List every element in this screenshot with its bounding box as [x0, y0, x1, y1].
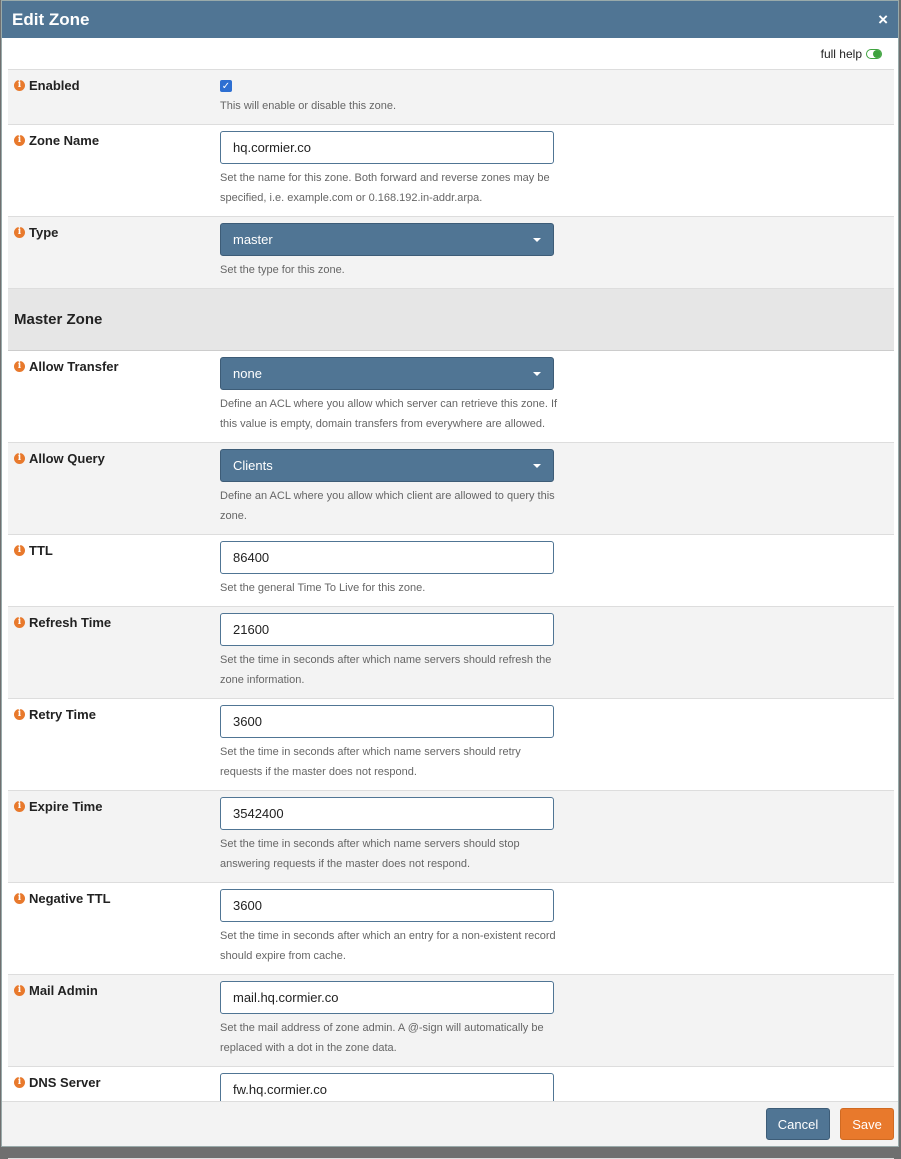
- row-ttl: [8, 535, 894, 607]
- info-icon[interactable]: i: [14, 1077, 25, 1088]
- info-icon[interactable]: i: [14, 453, 25, 464]
- dialog-header: [2, 1, 898, 38]
- ttl-field-cell: [220, 535, 560, 606]
- ttl-label: TTL: [29, 543, 53, 558]
- row-type: [8, 217, 894, 289]
- expire-time-field-cell: [220, 791, 560, 882]
- ttl-input[interactable]: [220, 541, 554, 574]
- chevron-down-icon: [533, 238, 541, 242]
- expire-time-label: Expire Time: [29, 799, 103, 814]
- refresh-time-hint: Set the time in seconds after which name servers should refresh the zone information.: [220, 654, 552, 686]
- dialog-title: Edit Zone: [12, 9, 90, 29]
- info-icon[interactable]: i: [14, 985, 25, 996]
- row-mail-admin: [8, 975, 894, 1067]
- toggle-icon[interactable]: [866, 49, 882, 59]
- negative-ttl-label: Negative TTL: [29, 891, 111, 906]
- master-zone-settings: [8, 351, 894, 1159]
- negative-ttl-label-cell: [8, 883, 220, 974]
- retry-time-label: Retry Time: [29, 707, 96, 722]
- allow-transfer-select[interactable]: [220, 357, 554, 390]
- expire-time-hint: Set the time in seconds after which name servers should stop answering requests if the master does not respond.: [220, 838, 520, 870]
- info-icon[interactable]: i: [14, 801, 25, 812]
- retry-time-field-cell: [220, 699, 560, 790]
- mail-admin-input[interactable]: [220, 981, 554, 1014]
- allow-query-selected-value: Clients: [233, 458, 273, 473]
- enabled-label-cell: [8, 70, 220, 124]
- info-icon[interactable]: i: [14, 709, 25, 720]
- expire-time-input[interactable]: [220, 797, 554, 830]
- type-label-cell: [8, 217, 220, 288]
- info-icon[interactable]: i: [14, 361, 25, 372]
- mail-admin-hint: Set the mail address of zone admin. A @-sign will automatically be replaced with a dot in the zone data.: [220, 1022, 544, 1054]
- row-expire-time: [8, 791, 894, 883]
- refresh-time-input[interactable]: [220, 613, 554, 646]
- info-icon[interactable]: i: [14, 893, 25, 904]
- zone-name-label: Zone Name: [29, 133, 100, 148]
- allow-query-label-cell: [8, 443, 220, 534]
- type-label: Type: [29, 225, 59, 240]
- info-icon[interactable]: i: [14, 135, 25, 146]
- mail-admin-label-cell: [8, 975, 220, 1066]
- expire-time-label-cell: [8, 791, 220, 882]
- info-icon[interactable]: i: [14, 617, 25, 628]
- enabled-checkbox[interactable]: [220, 80, 232, 92]
- retry-time-label-cell: [8, 699, 220, 790]
- negative-ttl-hint: Set the time in seconds after which an entry for a non-existent record should expire from cache.: [220, 930, 556, 962]
- chevron-down-icon: [533, 372, 541, 376]
- save-button[interactable]: Save: [840, 1108, 894, 1140]
- retry-time-hint: Set the time in seconds after which name servers should retry requests if the master does not respond.: [220, 746, 521, 778]
- allow-query-label: Allow Query: [29, 451, 105, 466]
- row-refresh-time: [8, 607, 894, 699]
- enabled-field-cell: [220, 70, 560, 124]
- retry-time-input[interactable]: [220, 705, 554, 738]
- row-allow-transfer: [8, 351, 894, 443]
- dialog-body: [2, 38, 898, 1159]
- type-field-cell: [220, 217, 560, 288]
- allow-query-select[interactable]: [220, 449, 554, 482]
- dialog-footer: [2, 1101, 898, 1146]
- allow-transfer-label-cell: [8, 351, 220, 442]
- chevron-down-icon: [533, 464, 541, 468]
- zone-name-label-cell: [8, 125, 220, 216]
- zone-name-hint: Set the name for this zone. Both forward and reverse zones may be specified, i.e. example.com or 0.168.192.in-addr.arpa.: [220, 172, 550, 204]
- row-zone-name: [8, 125, 894, 217]
- info-icon[interactable]: i: [14, 80, 25, 91]
- row-negative-ttl: [8, 883, 894, 975]
- enabled-label: Enabled: [29, 78, 80, 93]
- row-enabled: [8, 70, 894, 125]
- allow-transfer-selected-value: none: [233, 366, 262, 381]
- negative-ttl-field-cell: [220, 883, 560, 974]
- row-retry-time: [8, 699, 894, 791]
- allow-query-field-cell: [220, 443, 560, 534]
- allow-query-hint: Define an ACL where you allow which client are allowed to query this zone.: [220, 490, 555, 522]
- full-help-label: full help: [820, 46, 862, 61]
- cancel-button[interactable]: Cancel: [766, 1108, 830, 1140]
- full-help-toggle[interactable]: [8, 38, 894, 70]
- negative-ttl-input[interactable]: [220, 889, 554, 922]
- allow-transfer-label: Allow Transfer: [29, 359, 119, 374]
- info-icon[interactable]: i: [14, 227, 25, 238]
- mail-admin-label: Mail Admin: [29, 983, 98, 998]
- type-selected-value: master: [233, 232, 273, 247]
- info-icon[interactable]: i: [14, 545, 25, 556]
- general-settings: [8, 70, 894, 289]
- ttl-hint: Set the general Time To Live for this zone.: [220, 582, 426, 594]
- refresh-time-field-cell: [220, 607, 560, 698]
- zone-name-input[interactable]: [220, 131, 554, 164]
- row-allow-query: [8, 443, 894, 535]
- zone-name-field-cell: [220, 125, 560, 216]
- dns-server-label: DNS Server: [29, 1075, 101, 1090]
- refresh-time-label-cell: [8, 607, 220, 698]
- mail-admin-field-cell: [220, 975, 560, 1066]
- allow-transfer-hint: Define an ACL where you allow which server can retrieve this zone. If this value is empty, domain transfers from everywhere are allowed.: [220, 398, 558, 430]
- type-hint: Set the type for this zone.: [220, 264, 345, 276]
- enabled-hint: This will enable or disable this zone.: [220, 100, 397, 112]
- close-icon[interactable]: ×: [878, 9, 888, 29]
- ttl-label-cell: [8, 535, 220, 606]
- allow-transfer-field-cell: [220, 351, 560, 442]
- edit-zone-dialog: [1, 0, 899, 1147]
- check-icon: ✓: [221, 80, 231, 92]
- refresh-time-label: Refresh Time: [29, 615, 112, 630]
- section-title: Master Zone: [8, 289, 894, 351]
- type-select[interactable]: [220, 223, 554, 256]
